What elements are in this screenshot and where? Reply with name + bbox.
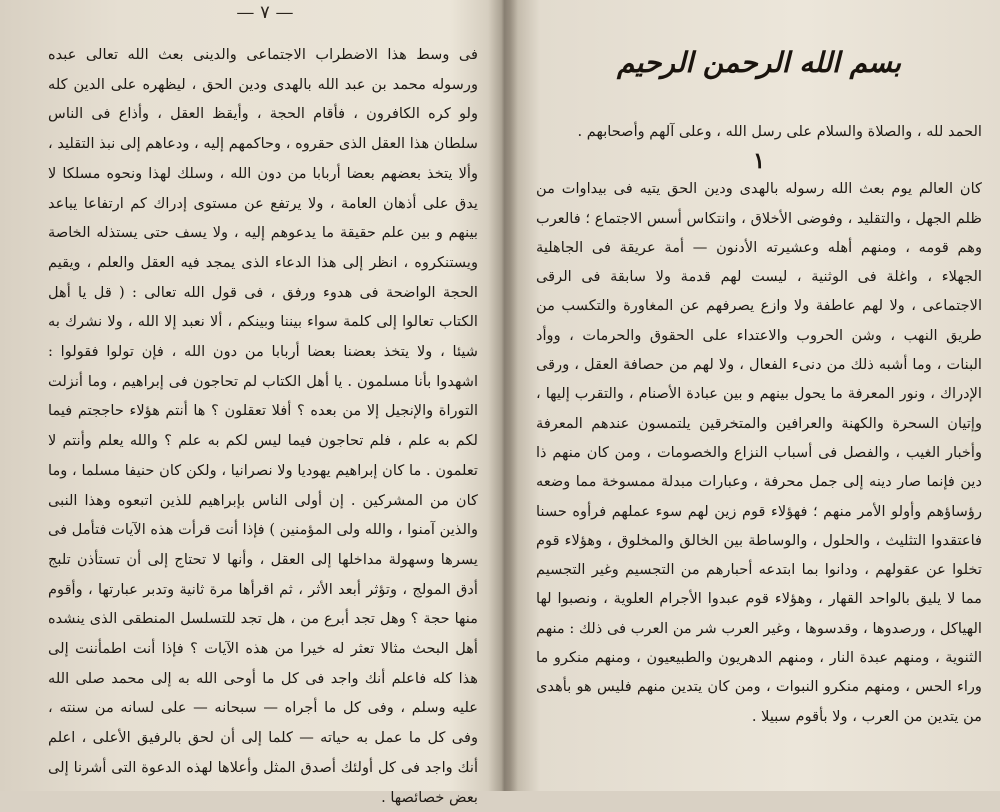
right-page-body [536, 174, 982, 731]
basmala-calligraphy: بسم الله الرحمن الرحيم [617, 46, 901, 79]
section-number: ١ [753, 148, 765, 175]
left-page-body [48, 40, 478, 812]
book-gutter [488, 0, 518, 791]
left-page [0, 0, 498, 806]
right-page [518, 0, 1000, 791]
page-number: — ٧ — [236, 2, 294, 23]
praise-line: الحمد لله ، والصلاة والسلام على رسل الله ، وعلى آلهم وأصحابهم . [577, 123, 982, 140]
right-paragraph: كان العالم يوم بعث الله رسوله بالهدى ودين الحق يتيه فى بيداوات من ظلم الجهل ، والتقليد ، وفوضى الأخلاق ، وانتكاس أسس الاجتماع ؛ فالعرب وهم قومه ، ومنهم أهله وعشيرته الأدنون — أمة عريقة فى الجاهلية الجهلاء ، واغلة فى الوثنية ، ليست لهم قدمة ولا سابقة فى الرقى الاجتماعى ، ولا لهم عاطفة ولا وازع يصرفهم عن المغاورة والتكسب من طريق النهب ، وشن الحروب والاعتداء على الحقوق والحرمات ، ووأد البنات ، وما أشبه ذلك من دنىء الفعال ، ولا لهم من حصافة العقل ، ورقى الإدراك ، ونور المعرفة ما يحول بينهم و بين عبادة الأصنام ، والتقرب إليها ، وإتيان السحرة والكهنة والعرافين والمتخرقين يلتمسون عندهم المعرفة وأخبار الغيب ، والفصل فى أسباب النزاع والخصومات ، ومن كان منهم ذا دين فإنما صار دينه إلى جمل محرفة ، وعبارات مبدلة ممسوخة مما وضعه رؤساؤهم وأولو الأمر منهم ؛ فهؤلاء قوم زين لهم سوء عملهم فرأوه حسنا فاعتقدوا التثليث ، والحلول ، والوساطة بين الخالق والمخلوق ، وهؤلاء قوم تخلوا عن عقولهم ، ودانوا بما ابتدعه أحبارهم من التجسيم وغير التجسيم مما لا يليق بالواحد القهار ، وهؤلاء قوم عبدوا الأجرام العلوية ، ونصبوا لها الهياكل ، ورصدوها ، وقدسوها ، وغير العرب شر من العرب فى ذلك : منهم الثنوية ، ومنهم عبدة النار ، ومنهم الدهريون والطبيعيون ، ومنهم منكرو ما وراء الحس ، ومنهم منكرو النبوات ، ومن كان يتدين منهم فليس هو بأهدى من يتدين من العرب ، ولا بأقوم سبيلا . [536, 180, 982, 725]
left-paragraph: فى وسط هذا الاضطراب الاجتماعى والدينى بعث الله تعالى عبده ورسوله محمد بن عبد الله بالهدى ودين الحق ، ليظهره على الدين كله ولو كره الكافرون ، فأقام الحجة ، وأيقظ العقل ، وأذاع فى الناس سلطان هذا العقل الذى حقروه ، وحاكمهم إليه ، ودعاهم إلى نبذ التقليد ، وألا يتخذ بعضهم بعضا أربابا من دون الله ، وسلك لهذا ونحوه مسلكا لا يدق على أذهان العامة ، ولا يرتفع عن مستوى إدراك كم ارتفاعا يباعد بينهم و بين علم حقيقة ما يدعوهم إليه ، ولا يسف حتى يستذله الخاصة ويستنكروه ، انظر إلى هذا الدعاء الذى يمجد فيه العقل والعلم ، ويقيم الحجة الواضحة فى هدوء ورفق ، فى قول الله تعالى : ( قل يا أهل الكتاب تعالوا إلى كلمة سواء بيننا وبينكم ، ألا نعبد إلا الله ، ولا نشرك به شيئا ، ولا يتخذ بعضنا بعضا أربابا من دون الله ، فإن تولوا فقولوا : اشهدوا بأنا مسلمون . يا أهل الكتاب لم تحاجون فى إبراهيم ، وما أنزلت التوراة والإنجيل إلا من بعده ؟ أفلا تعقلون ؟ ها أنتم هؤلاء حاججتم فيما لكم به علم ، فلم تحاجون فيما ليس لكم به علم ؟ والله يعلم وأنتم لا تعلمون . ما كان إبراهيم يهوديا ولا نصرانيا ، ولكن كان حنيفا مسلما ، وما كان من المشركين . إن أولى الناس بإبراهيم للذين اتبعوه وهذا النبى والذين آمنوا ، والله ولى المؤمنين ) فإذا أنت قرأت هذه الآيات فتأمل فى يسرها وسهولة مداخلها إلى العقل ، وأنها لا تحتاج إلى أن تستأذن تلبج أدق المولج ، وتؤثر أبعد الأثر ، ثم اقرأها مرة ثانية وتدبر عبارتها ، وأقوم منها حجة ؟ وهل تجد أبرع من ، هل تجد للتسلسل المنطقى الذى ينشده أهل البحث مثالا تعثر له خيرا من هذه الآيات ؟ فإذا أنت اطمأننت إلى هذا كله فاعلم أنك واجد فى كل ما أوحى الله به إلى محمد صلى الله عليه وسلم ، وفى كل ما أجراه — سبحانه — على لسانه من سنته ، وفى كل ما عمل به حياته — كلما إلى أن لحق بالرفيق الأعلى ، اعلم أنك واجد فى كل أولئك أصدق المثل وأعلاها لهذه الدعوة التى أشرنا إلى بعض خصائصها . [48, 46, 478, 806]
right-page-intro [536, 117, 982, 146]
